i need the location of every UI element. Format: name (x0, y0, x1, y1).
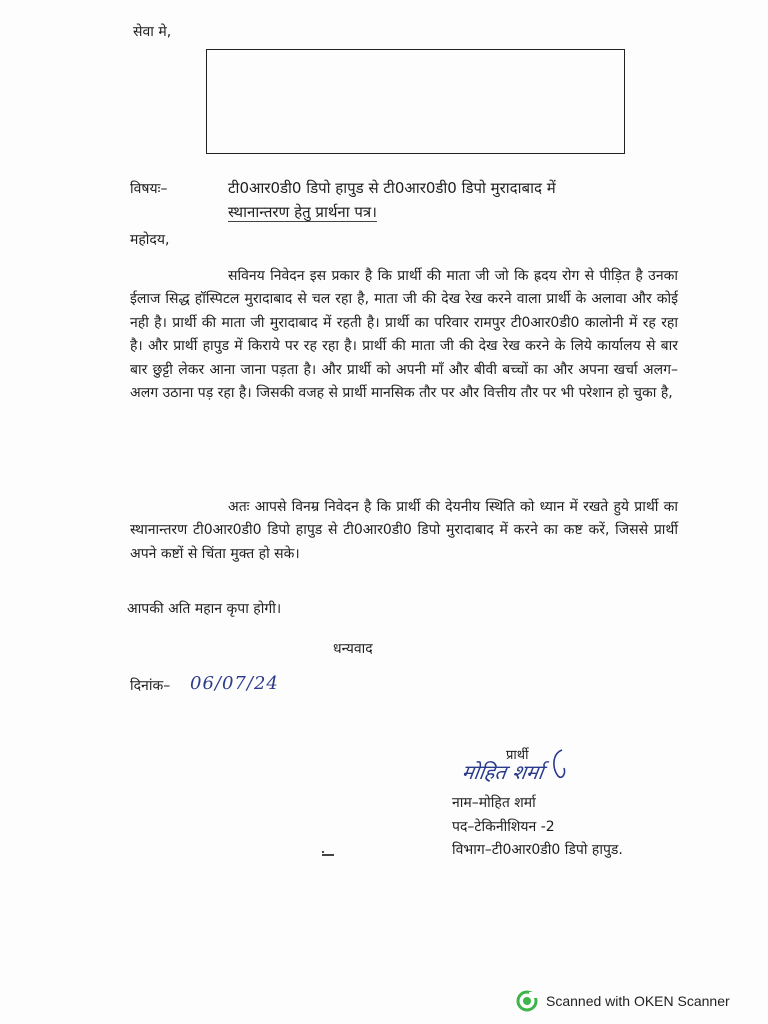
handwritten-signature: मोहित शर्मा (460, 760, 546, 784)
stray-mark (322, 854, 334, 856)
to-label: सेवा मे, (133, 24, 172, 40)
closing-line: आपकी अति महान कृपा होगी। (127, 601, 282, 617)
subject-line-1: टी0आर0डी0 डिपो हापुड से टी0आर0डी0 डिपो मुरादाबाद में (228, 179, 556, 197)
date-label: दिनांक– (130, 678, 171, 694)
salutation: महोदय, (130, 232, 170, 248)
applicant-post: पद–टेकिनीशियन -2 (452, 819, 555, 835)
scanner-watermark-text: Scanned with OKEN Scanner (546, 993, 730, 1009)
subject-label: विषयः– (130, 181, 168, 197)
handwritten-date: 06/07/24 (190, 673, 279, 694)
scanner-watermark (516, 990, 730, 1012)
body-paragraph-1: सविनय निवेदन इस प्रकार है कि प्रार्थी की माता जी जो कि ह्रदय रोग से पीड़ित है उनका ईलाज सिद्ध हॉस्पिटल मुरादाबाद से चल रहा है, माता जी की देख रेख करने वाला प्रार्थी के अलावा और कोई नही है। प्रार्थी की माता जी मुरादाबाद में रहती है। प्रार्थी का परिवार रामपुर टी0आर0डी0 कालोनी में रह रहा है। और प्रार्थी हापुड में किराये पर रह रहा है। प्रार्थी की माता जी की देख रेख करने के लिये कार्यालय से बार बार छुट्टी लेकर आना जाना पड़ता है। और प्रार्थी को अपनी माँ और बीवी बच्चों का और अपना खर्चा अलग– अलग उठाना पड़ रहा है। जिसकी वजह से प्रार्थी मानसिक तौर पर और वित्तीय तौर पर भी परेशान हो चुका है, (130, 268, 678, 402)
oken-scanner-logo-icon (516, 990, 538, 1012)
applicant-name: नाम–मोहित शर्मा (452, 795, 536, 811)
applicant-label: प्रार्थी (506, 748, 529, 763)
subject-line-2: स्थानान्तरण हेतु प्रार्थना पत्र। (228, 203, 377, 221)
body-paragraph-2: अतः आपसे विनम्र निवेदन है कि प्रार्थी की देयनीय स्थिति को ध्यान में रखते हुये प्रार्थी का स्थानान्तरण टी0आर0डी0 डिपो हापुड से टी0आर0डी0 डिपो मुरादाबाद में करने का कष्ट करें, जिससे प्रार्थी अपने कष्टों से चिंता मुक्त हो सके। (130, 499, 678, 562)
applicant-department: विभाग–टी0आर0डी0 डिपो हापुड. (452, 842, 623, 858)
address-box (206, 49, 625, 154)
stray-mark-dot (322, 851, 324, 853)
signature-flourish-icon (548, 746, 568, 782)
thanks-line: धन्यवाद (333, 641, 373, 657)
